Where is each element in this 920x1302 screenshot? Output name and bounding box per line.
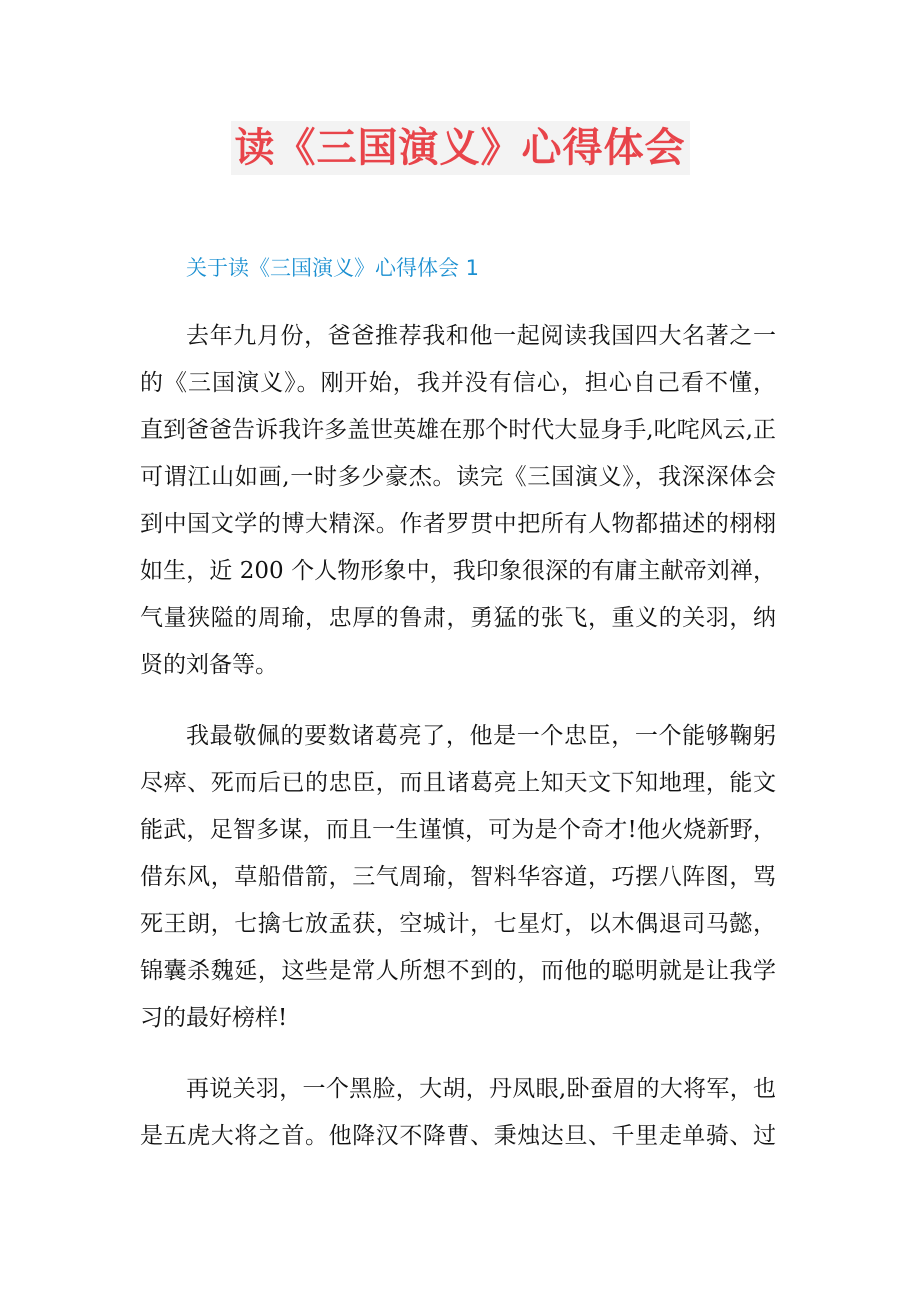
paragraph-line: 死王朗，七擒七放孟获，空城计，七星灯，以木偶退司马懿， bbox=[140, 911, 776, 937]
title-container bbox=[0, 121, 920, 175]
paragraph-line: 能武，足智多谋，而且一生谨慎，可为是个奇才!他火烧新野， bbox=[140, 817, 776, 843]
paragraph-line: 去年九月份，爸爸推荐我和他一起阅读我国四大名著之一 bbox=[186, 323, 776, 349]
paragraph-line: 气量狭隘的周瑜，忠厚的鲁肃，勇猛的张飞，重义的关羽，纳 bbox=[140, 605, 776, 631]
paragraph-line: 尽瘁、死而后已的忠臣，而且诸葛亮上知天文下知地理，能文 bbox=[140, 770, 776, 796]
paragraph-line: 贤的刘备等。 bbox=[140, 652, 278, 678]
paragraph-line: 如生，近 200 个人物形象中，我印象很深的有庸主献帝刘禅， bbox=[140, 558, 776, 584]
paragraph-line: 是五虎大将之首。他降汉不降曹、秉烛达旦、千里走单骑、过 bbox=[140, 1123, 776, 1149]
paragraph-line: 的《三国演义》。刚开始，我并没有信心，担心自己看不懂， bbox=[140, 370, 776, 396]
paragraph-line: 再说关羽，一个黑脸，大胡，丹凤眼,卧蚕眉的大将军，也 bbox=[186, 1076, 776, 1102]
paragraph-3 bbox=[140, 1066, 776, 1160]
paragraph-line: 借东风，草船借箭，三气周瑜，智料华容道，巧摆八阵图，骂 bbox=[140, 864, 776, 890]
section-heading: 关于读《三国演义》心得体会 1 bbox=[186, 256, 480, 280]
paragraph-line: 习的最好榜样! bbox=[140, 1005, 288, 1031]
document-title: 读《三国演义》心得体会 bbox=[231, 121, 690, 175]
paragraph-line: 可谓江山如画,一时多少豪杰。读完《三国演义》，我深深体会 bbox=[140, 464, 776, 490]
paragraph-line: 锦囊杀魏延，这些是常人所想不到的，而他的聪明就是让我学 bbox=[140, 958, 776, 984]
paragraph-line: 到中国文学的博大精深。作者罗贯中把所有人物都描述的栩栩 bbox=[140, 511, 776, 537]
paragraph-2 bbox=[140, 713, 776, 1042]
paragraph-1 bbox=[140, 313, 776, 689]
paragraph-line: 直到爸爸告诉我许多盖世英雄在那个时代大显身手,叱咤风云,正 bbox=[140, 417, 776, 443]
paragraph-line: 我最敬佩的要数诸葛亮了，他是一个忠臣，一个能够鞠躬 bbox=[186, 723, 776, 749]
